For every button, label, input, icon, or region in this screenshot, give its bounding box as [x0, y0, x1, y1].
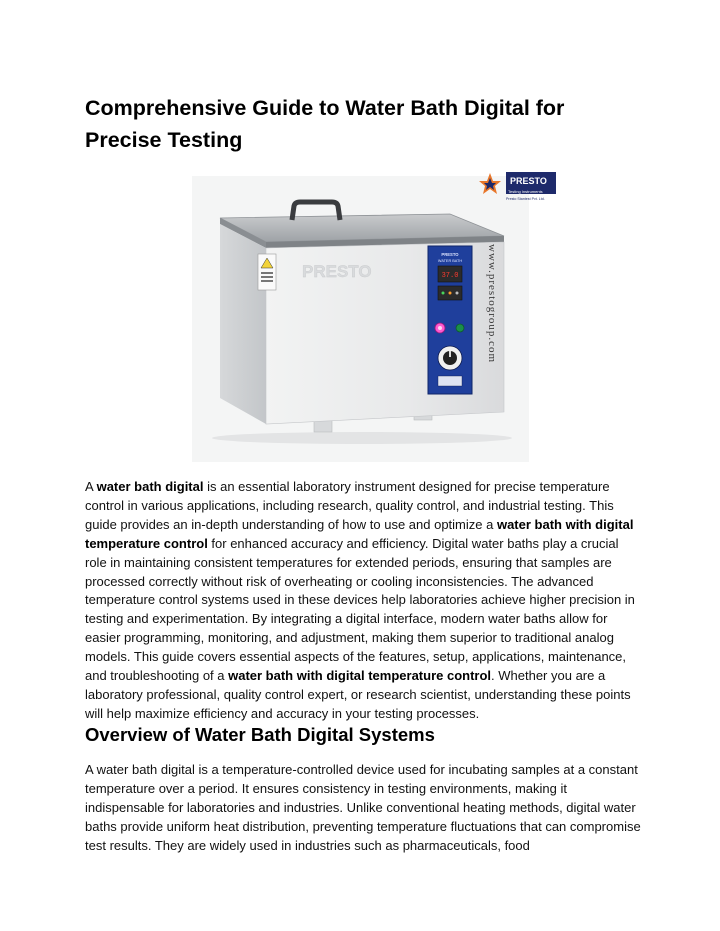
product-image: [192, 176, 547, 462]
presto-logo: [479, 172, 556, 201]
intro-text: . Whether you are a laboratory professional, quality control expert, or research scientist, understanding these points will help maximize efficiency and accuracy in your testing processes.: [85, 668, 631, 721]
temperature-display: 37.0: [441, 272, 459, 280]
keyword-link: water bath digital: [96, 479, 204, 494]
keyword-link: water bath with digital temperature control: [228, 668, 492, 684]
logo-brand: PRESTO: [510, 176, 547, 186]
page-title: Comprehensive Guide to Water Bath Digital for Precise Testing: [85, 96, 565, 152]
intro-text: is an essential laboratory instrument designed for precise temperature control in various applications, including research, quality control, and industrial testing. This guide provides an in-depth understanding of how to use and optimize a: [85, 479, 614, 532]
embossed-brand: PRESTO: [302, 262, 372, 281]
intro-paragraph: [85, 478, 641, 724]
keyword-link: water bath with digital temperature control: [85, 516, 634, 551]
logo-company: Presto Stantest Pvt. Ltd.: [506, 197, 545, 201]
panel-brand: PRESTO: [441, 252, 459, 257]
water-bath-illustration: [192, 176, 547, 462]
website-watermark: www.prestogroup.com: [486, 244, 498, 364]
section-paragraph: A water bath digital is a temperature-controlled device used for incubating samples at a constant temperature over a period. It ensures consistency in testing environments, making it indispensable for laboratories and industries. Unlike conventional heating methods, digital water baths provide uniform heat distribution, preventing temperature fluctuations that can compromise test results. They are widely used in industries such as pharmaceuticals, food: [85, 762, 641, 853]
logo-tagline: Testing Instruments: [508, 189, 543, 194]
intro-text: A: [85, 479, 97, 494]
panel-device-label: WATER BATH: [437, 259, 463, 263]
intro-text: for enhanced accuracy and efficiency. Digital water baths play a crucial role in maintaining consistent temperatures for extended periods, ensuring that samples are processed correctly without risk of overheating or cooling inconsistencies. The advanced temperature control systems used in these devices help laboratories achieve higher precision in testing and experimentation. By integrating a digital interface, modern water baths allow for easier programming, monitoring, and adjustment, making them superior to traditional analog models. This guide covers essential aspects of the features, setup, applications, maintenance, and troubleshooting of a: [85, 535, 635, 684]
section-heading: Overview of Water Bath Digital Systems: [85, 724, 435, 745]
